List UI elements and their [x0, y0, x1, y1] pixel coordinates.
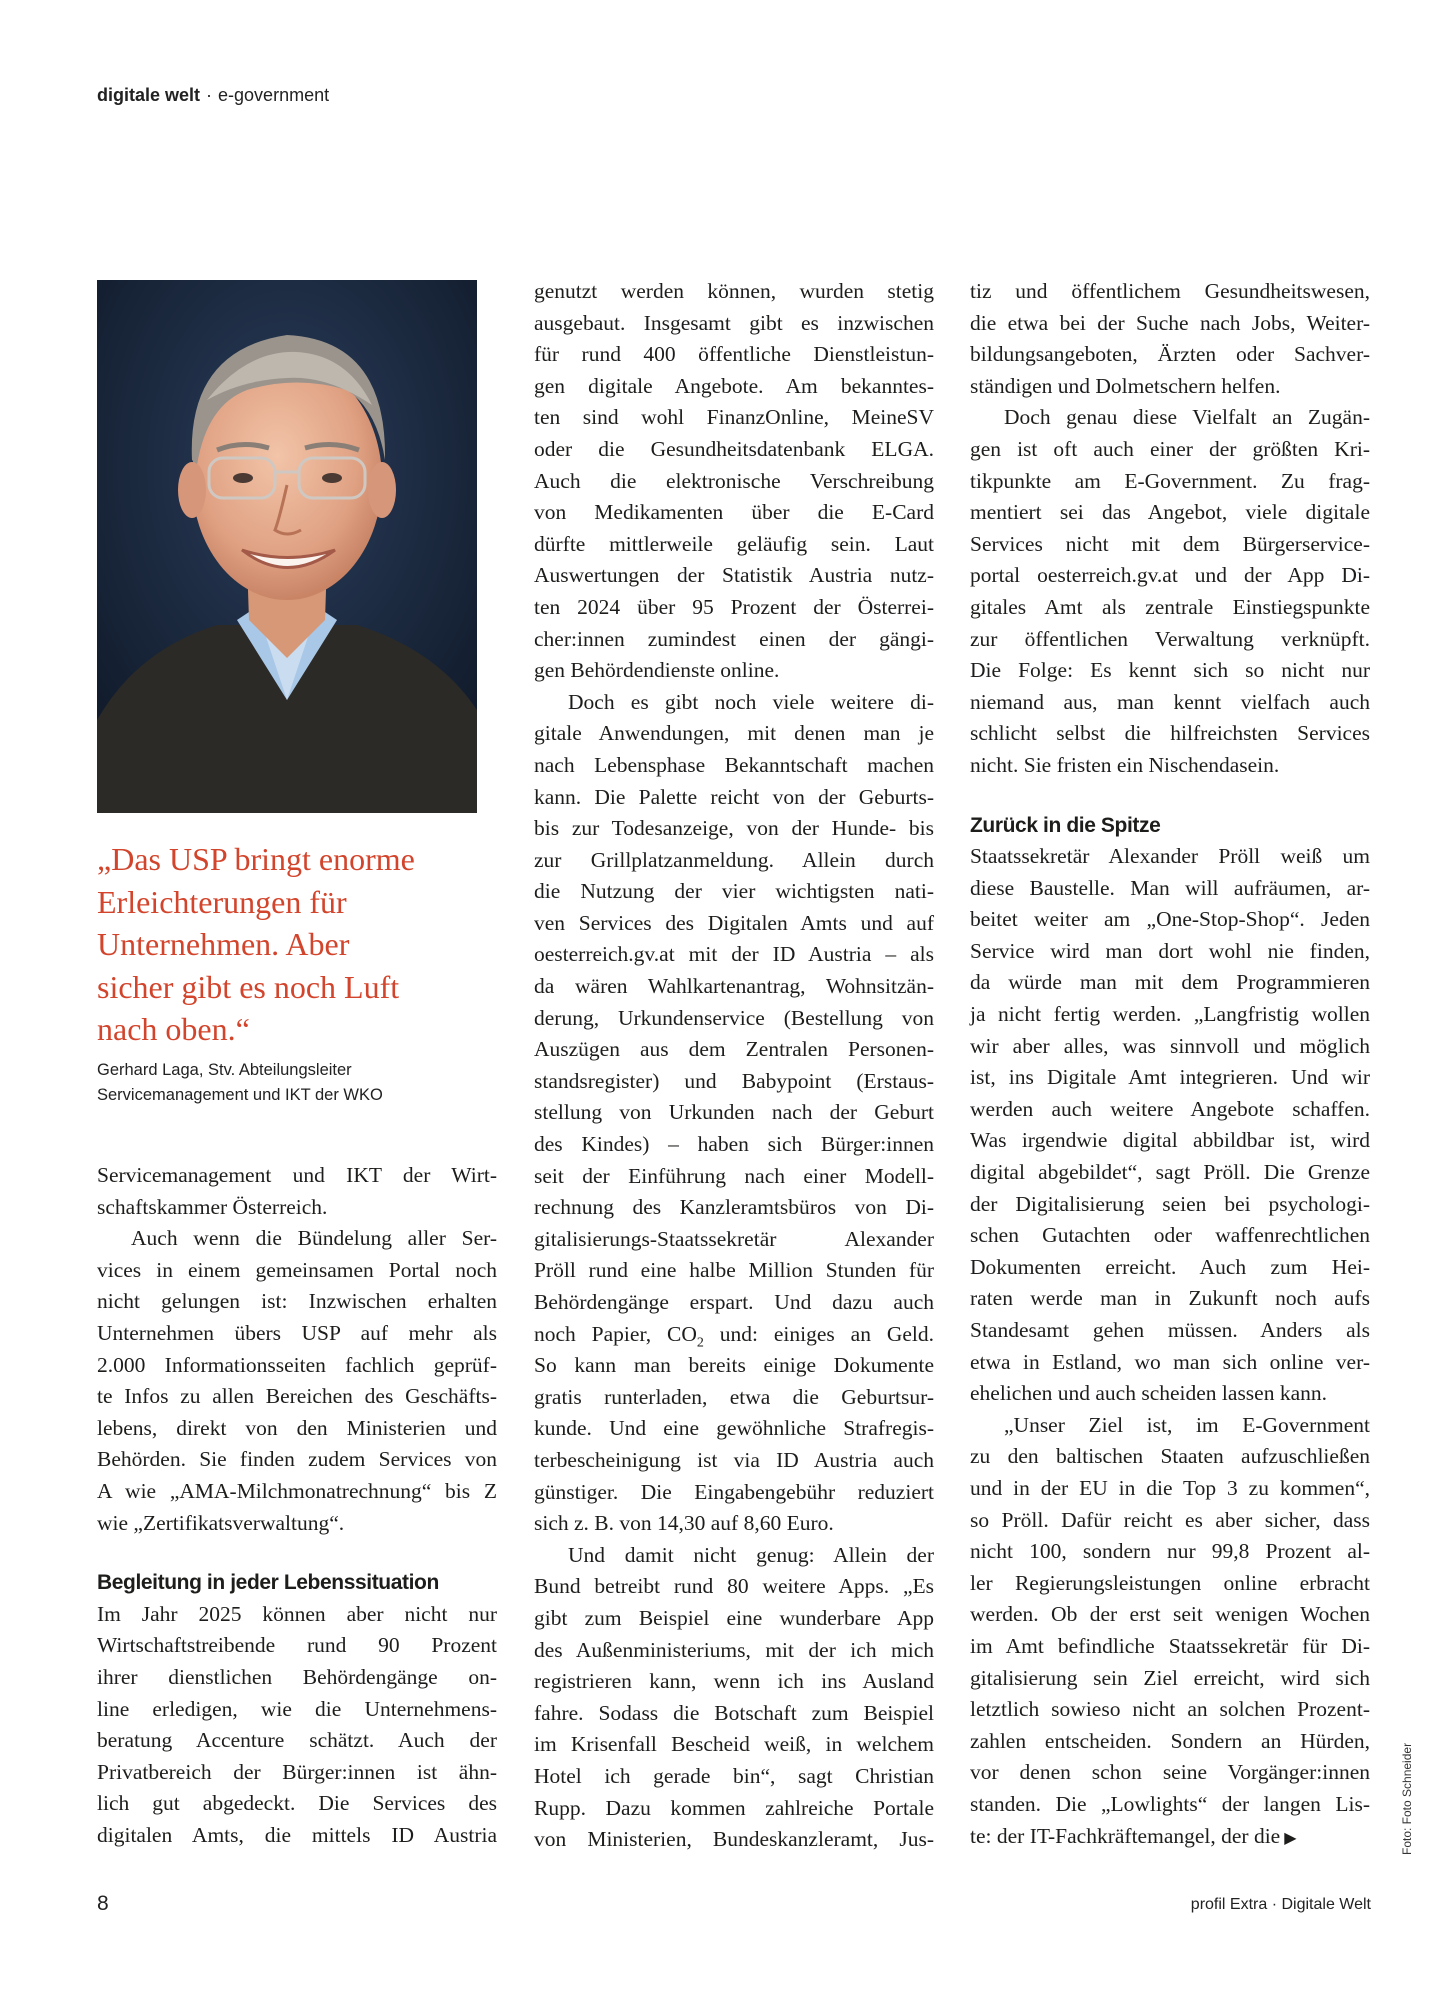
text-line: des Außenministeriums, mit der ich mich [534, 1637, 934, 1662]
text-line: seit der Einführung nach einer Modell- [534, 1163, 934, 1188]
co2-text-before: noch Papier, CO [534, 1321, 697, 1346]
text-line: line erledigen, wie die Unternehmens- [97, 1696, 497, 1721]
text-line: werden auch weitere Angebote schaffen. [970, 1096, 1370, 1121]
text-line: Wirtschaftstreibende rund 90 Prozent [97, 1633, 497, 1658]
text-line: Die Folge: Es kennt sich so nicht nur [970, 658, 1370, 683]
text-line: da würde man mit dem Programmieren [970, 970, 1370, 995]
last-line-text: te: der IT-Fachkräftemangel, der die [970, 1823, 1281, 1848]
paragraph [970, 276, 1370, 402]
body-column-3 [970, 276, 1370, 1852]
text-line: letztlich sowieso nicht an solchen Prozent- [970, 1697, 1370, 1722]
text-line: „Unser Ziel ist, im E-Government [1004, 1412, 1370, 1437]
text-line: Auswertungen der Statistik Austria nutz- [534, 563, 934, 588]
text-line: tikpunkte am E-Government. Zu frag- [970, 468, 1370, 493]
text-line: gibt zum Beispiel eine wunderbare App [534, 1605, 934, 1630]
text-line: im Amt befindliche Staatssekretär für Di- [970, 1633, 1370, 1658]
text-line: fahre. Sodass die Botschaft zum Beispiel [534, 1700, 934, 1725]
text-line: Und damit nicht genug: Allein der [568, 1542, 934, 1567]
pull-quote-line: sicher gibt es noch Luft [97, 968, 400, 1005]
text-line: Auch wenn die Bündelung aller Ser- [131, 1226, 497, 1251]
text-line: ten 2024 über 95 Prozent der Österrei- [534, 594, 934, 619]
text-line: dürfte mittlerweile geläufig sein. Laut [534, 531, 934, 556]
text-line: schlicht selbst die hilfreichsten Services [970, 721, 1370, 746]
photo-credit: Foto: Foto Schneider [1400, 1742, 1414, 1855]
paragraph [97, 1599, 497, 1852]
topic-label: e-government [218, 85, 330, 105]
footer-title: profil Extra · Digitale Welt [1190, 1896, 1371, 1913]
text-line: zur öffentlichen Verwaltung verknüpft. [970, 626, 1370, 651]
pull-quote [97, 838, 497, 1051]
text-line: der Digitalisierung seien bei psychologi- [970, 1191, 1370, 1216]
text-line: Staatssekretär Alexander Pröll weiß um [970, 844, 1370, 869]
pull-quote-line: „Das USP bringt enorme [97, 841, 415, 877]
text-line: Unternehmen übers USP auf mehr als [97, 1320, 497, 1345]
text-line: kunde. Und eine gewöhnliche Strafregis- [534, 1416, 934, 1441]
text-line: vices in einem gemeinsamen Portal noch [97, 1257, 497, 1282]
text-line: Behörden. Sie finden zudem Services von [97, 1447, 497, 1472]
text-line: schaftskammer Österreich. [97, 1194, 328, 1219]
paragraph-gap [97, 1539, 497, 1567]
text-line: und in der EU in die Top 3 zu kommen“, [970, 1475, 1370, 1500]
text-line: Doch es gibt noch viele weitere di- [568, 689, 934, 714]
text-line: Dokumenten erreicht. Auch zum Hei- [970, 1254, 1370, 1279]
text-line: Rupp. Dazu kommen zahlreiche Portale [534, 1795, 934, 1820]
text-line: gen ist oft auch einer der größten Kri- [970, 436, 1370, 461]
text-line: ehelichen und auch scheiden lassen kann. [970, 1381, 1328, 1406]
text-line: niemand aus, man kennt vielfach auch [970, 689, 1370, 714]
paragraph-gap [970, 782, 1370, 810]
text-line: Auszügen aus dem Zentralen Personen- [534, 1037, 934, 1062]
text-line: gitalisierungs-Staatssekretär Alexander [534, 1226, 934, 1251]
text-line: Privatbereich der Bürger:innen ist ähn- [97, 1759, 497, 1784]
text-line: die Nutzung der vier wichtigsten nati- [534, 879, 934, 904]
text-line: zur Grillplatzanmeldung. Allein durch [534, 847, 934, 872]
text-line: zahlen entscheiden. Sondern an Hürden, [970, 1728, 1370, 1753]
text-line: Pröll rund eine halbe Million Stunden für [534, 1258, 934, 1283]
body-column-2 [534, 276, 934, 1856]
text-line: Servicemanagement und IKT der Wirt- [97, 1163, 497, 1187]
paragraph [970, 841, 1370, 1410]
text-line: nicht 100, sondern nur 99,8 Prozent al- [970, 1539, 1370, 1564]
paragraph [970, 1410, 1370, 1852]
text-line: ständigen und Dolmetschern helfen. [970, 373, 1281, 398]
text-line: bildungsangeboten, Ärzten oder Sachver- [970, 342, 1370, 367]
pull-quote-line: nach oben.“ [97, 1011, 250, 1047]
text-line: raten werde man in Zukunft noch aufs [970, 1286, 1370, 1311]
text-line: günstiger. Die Eingabengebühr reduziert [534, 1479, 934, 1504]
text-line: ausgebaut. Insgesamt gibt es inzwischen [534, 310, 934, 335]
text-line: oder die Gesundheitsdatenbank ELGA. [534, 436, 934, 461]
attribution-line: Servicemanagement und IKT der WKO [97, 1086, 383, 1104]
text-line: lebens, direkt von den Ministerien und [97, 1415, 497, 1440]
text-line: digitalen Amts, die mittels ID Austria [97, 1822, 497, 1847]
text-line: gen Behördendienste online. [534, 658, 780, 683]
co2-subscript: 2 [696, 1334, 704, 1350]
text-line: diese Baustelle. Man will aufräumen, ar- [970, 875, 1370, 900]
text-line: vor denen schon seine Vorgänger:innen [970, 1760, 1370, 1785]
text-line: standen. Die „Lowlights“ der langen Lis- [970, 1791, 1370, 1816]
text-line: ten sind wohl FinanzOnline, MeineSV [534, 405, 934, 430]
text-line: cher:innen zumindest einen der gängi- [534, 626, 934, 651]
text-line: ja nicht fertig werden. „Langfristig wollen [970, 1002, 1370, 1027]
text-line: registrieren kann, wenn ich ins Ausland [534, 1669, 934, 1694]
text-line: digital abgebildet“, sagt Pröll. Die Grenze [970, 1160, 1370, 1185]
text-line: Auch die elektronische Verschreibung [534, 468, 934, 493]
text-line: Services nicht mit dem Bürgerservice- [970, 531, 1370, 556]
triangle-right-icon: ▶ [1284, 1829, 1297, 1847]
quote-attribution [97, 1058, 497, 1108]
text-line: rechnung des Kanzleramtsbüros von Di- [534, 1195, 934, 1220]
text-line: Hotel ich gerade bin“, sagt Christian [534, 1763, 934, 1788]
paragraph [970, 402, 1370, 781]
text-line: oesterreich.gv.at mit der ID Austria – als [534, 942, 934, 967]
text-line: stellung von Urkunden nach der Geburt [534, 1100, 934, 1125]
attribution-line: Gerhard Laga, Stv. Abteilungsleiter [97, 1061, 352, 1079]
text-line: ven Services des Digitalen Amts und auf [534, 910, 934, 935]
text-line: so Pröll. Dafür reicht es aber sicher, dass [970, 1507, 1370, 1532]
portrait-photo [97, 280, 477, 813]
text-line: im Krisenfall Bescheid weiß, in welchem [534, 1732, 934, 1757]
text-line: von Medikamenten über die E-Card [534, 500, 934, 525]
text-line: beratung Accenture schätzt. Auch der [97, 1728, 497, 1753]
text-line: Was irgendwie digital abbildbar ist, wird [970, 1128, 1370, 1153]
text-line: beitet weiter am „One-Stop-Shop“. Jeden [970, 907, 1370, 932]
text-line: da wären Wahlkartenantrag, Wohnsitzän- [534, 974, 934, 999]
header-separator: · [206, 85, 213, 105]
text-line: nicht. Sie fristen ein Nischendasein. [970, 752, 1280, 777]
page-number: 8 [97, 1892, 109, 1915]
pull-quote-line: Erleichterungen für [97, 883, 347, 920]
text-line: gitalisierung sein Ziel erreicht, wird sich [970, 1665, 1370, 1690]
text-line: standsregister) und Babypoint (Erstaus- [534, 1068, 934, 1093]
co2-text-after: und: einiges an Geld. [703, 1321, 934, 1346]
text-line: zu den baltischen Staaten aufzuschließen [970, 1444, 1370, 1469]
text-line: schen Gutachten oder waffenrechtlichen [970, 1223, 1370, 1248]
text-line: nicht gelungen ist: Inzwischen erhalten [97, 1289, 497, 1314]
text-line: A wie „AMA-Milchmonatrechnung“ bis Z [97, 1478, 497, 1503]
subheading: Zurück in die Spitze [970, 813, 1161, 837]
text-line: wie „Zertifikatsverwaltung“. [97, 1510, 345, 1535]
text-line: Im Jahr 2025 können aber nicht nur [97, 1601, 497, 1626]
pull-quote-line: Unternehmen. Aber [97, 926, 350, 962]
text-line: kann. Die Palette reicht von der Geburts- [534, 784, 934, 809]
text-line: Doch genau diese Vielfalt an Zugän- [1004, 405, 1370, 430]
text-line: des Kindes) – haben sich Bürger:innen [534, 1132, 934, 1157]
body-column-1 [97, 1160, 497, 1851]
text-line: nach Lebensphase Bekanntschaft machen [534, 752, 934, 777]
text-line: werden. Ob der erst seit wenigen Wochen [970, 1602, 1370, 1627]
text-line: genutzt werden können, wurden stetig [534, 279, 934, 303]
text-line: die etwa bei der Suche nach Jobs, Weiter- [970, 310, 1370, 335]
text-line: gitales Amt als zentrale Einstiegspunkte [970, 594, 1370, 619]
text-line: Behördengänge erspart. Und dazu auch [534, 1290, 934, 1314]
text-line: wir aber alles, was sinnvoll und möglich [970, 1033, 1370, 1058]
text-line: Standesamt gehen müssen. Anders als [970, 1318, 1370, 1342]
running-head [97, 85, 329, 106]
text-line: ler Regierungsleistungen online erbracht [970, 1570, 1370, 1595]
text-line: gen digitale Angebote. Am bekanntes- [534, 373, 934, 398]
paragraph [534, 1540, 934, 1856]
text-line: für rund 400 öffentliche Dienstleistun- [534, 342, 934, 367]
text-line: 2.000 Informationsseiten fachlich geprüf- [97, 1352, 497, 1377]
text-line: gratis runterladen, etwa die Geburtsur- [534, 1384, 934, 1409]
text-line-with-arrow [970, 1821, 1370, 1853]
text-line: mentiert sei das Angebot, viele digitale [970, 500, 1370, 525]
text-line: terbescheinigung ist via ID Austria auch [534, 1447, 934, 1472]
text-line: tiz und öffentlichem Gesundheitswesen, [970, 279, 1370, 303]
text-line: sich z. B. von 14,30 auf 8,60 Euro. [534, 1511, 834, 1536]
paragraph [97, 1160, 497, 1223]
text-line: ist, ins Digitale Amt integrieren. Und wir [970, 1065, 1370, 1090]
text-line: Bund betreibt rund 80 weitere Apps. „Es [534, 1574, 934, 1599]
text-line: gitale Anwendungen, mit denen man je [534, 721, 934, 746]
text-line: Service wird man dort wohl nie finden, [970, 938, 1370, 963]
text-line: von Ministerien, Bundeskanzleramt, Jus- [534, 1827, 934, 1852]
text-line: etwa in Estland, wo man sich online ver- [970, 1349, 1370, 1374]
paragraph [97, 1223, 497, 1539]
text-line: portal oesterreich.gv.at und der App Di- [970, 563, 1370, 588]
portrait-illustration [97, 280, 477, 813]
text-line: So kann man bereits einige Dokumente [534, 1353, 934, 1378]
subheading: Begleitung in jeder Lebenssituation [97, 1571, 439, 1595]
text-line-co2 [534, 1319, 934, 1351]
text-line: te Infos zu allen Bereichen des Geschäfts- [97, 1384, 497, 1409]
text-line: ihrer dienstlichen Behördengänge on- [97, 1664, 497, 1689]
paragraph [534, 687, 934, 1540]
paragraph [534, 276, 934, 687]
section-label: digitale welt [97, 85, 201, 105]
text-line: derung, Urkundenservice (Bestellung von [534, 1005, 934, 1030]
text-line: lich gut abgedeckt. Die Services des [97, 1791, 497, 1816]
text-line: bis zur Todesanzeige, von der Hunde- bis [534, 816, 934, 841]
